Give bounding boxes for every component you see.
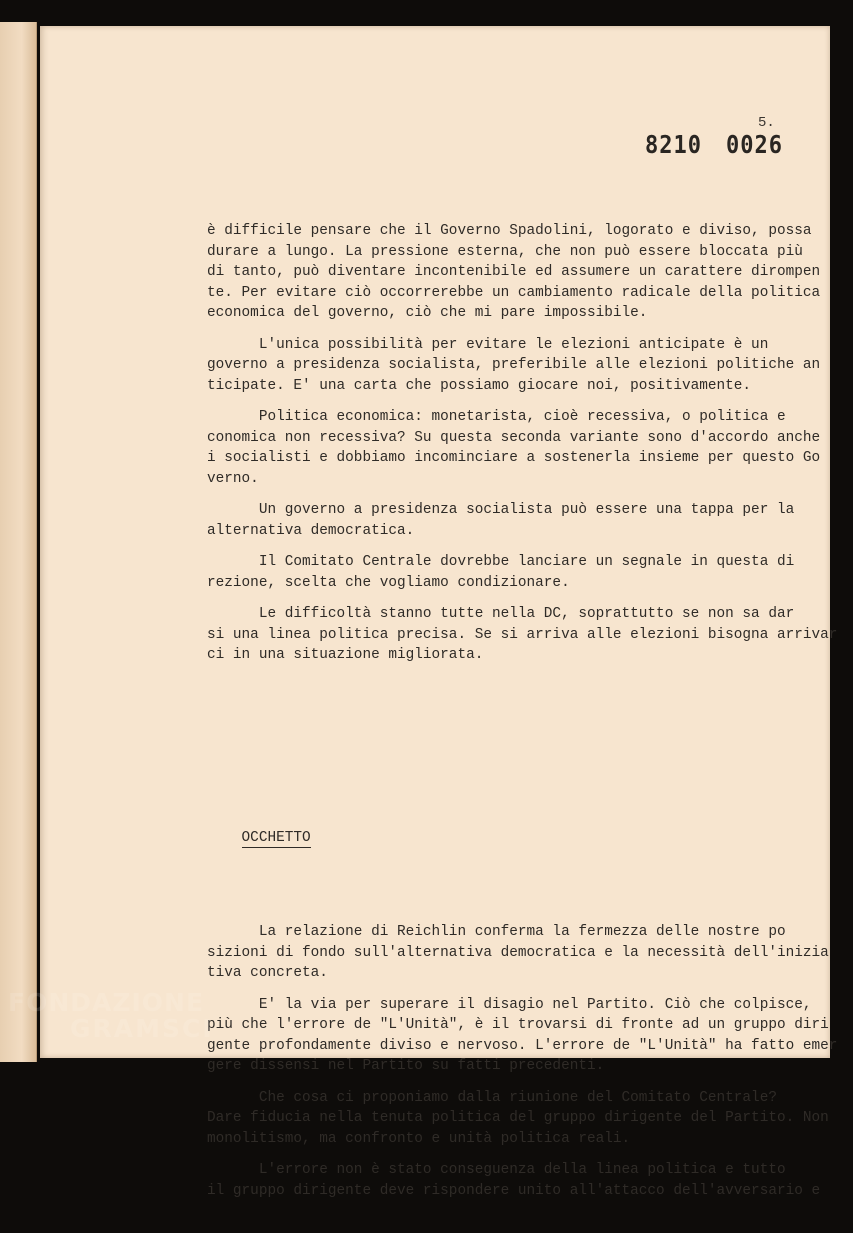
text-line: E' la via per superare il disagio nel Partito. Ciò che colpisce, [207, 996, 812, 1013]
paragraph [207, 1088, 829, 1150]
text-line: ticipate. E' una carta che possiamo giocare noi, positivamente. [207, 377, 752, 394]
intro-section [207, 221, 838, 666]
archive-stamp-code [645, 131, 783, 160]
text-line: sizioni di fondo sull'alternativa democratica e la necessità dell'inizia [207, 944, 829, 961]
text-line: Dare fiducia nella tenuta politica del gruppo dirigente del Partito. Non [207, 1110, 829, 1126]
text-line: Che cosa ci proponiamo dalla riunione del Comitato Centrale? [207, 1089, 777, 1106]
text-line: gente profondamente diviso e nervoso. L'errore de "L'Unità" ha fatto emer [207, 1037, 838, 1054]
text-line: La relazione di Reichlin conferma la fermezza delle nostre po [207, 924, 786, 940]
text-line: rezione, scelta che vogliamo condizionare. [207, 574, 570, 591]
text-line: economica del governo, ciò che mi pare impossibile. [207, 305, 648, 321]
text-line: durare a lungo. La pressione esterna, che non può essere bloccata più [207, 243, 803, 260]
archive-code-part1: 8210 [645, 131, 702, 160]
text-line: più che l'errore de "L'Unità", è il trovarsi di fronte ad un gruppo diri [207, 1017, 829, 1033]
text-line: di tanto, può diventare incontenibile ed assumere un carattere dirompen [207, 264, 821, 280]
text-line: Le difficoltà stanno tutte nella DC, soprattutto se non sa dar [207, 606, 795, 622]
paragraph [207, 500, 802, 541]
archive-code-part2: 0026 [725, 131, 783, 160]
text-line: tiva concreta. [207, 965, 328, 981]
document-body [207, 180, 838, 1233]
paragraph [207, 1160, 821, 1201]
watermark-line2: GRAMSCI [70, 1014, 214, 1043]
text-line: si una linea politica precisa. Se si arriva alle elezioni bisogna arrivar [207, 626, 838, 643]
paragraph [207, 995, 838, 1077]
paragraph [207, 922, 829, 984]
text-line: conomica non recessiva? Su questa seconda variante sono d'accordo anche [207, 429, 821, 446]
text-line: verno. [207, 470, 259, 487]
text-line: governo a presidenza socialista, preferibile alle elezioni politiche an [207, 357, 821, 373]
text-line: i socialisti e dobbiamo incominciare a sostenerla insieme per questo Go [207, 450, 821, 466]
text-line: Politica economica: monetarista, cioè recessiva, o politica e [207, 409, 786, 425]
speaker-section [207, 922, 838, 1201]
paragraph [207, 552, 802, 593]
page-number: 5. [758, 115, 775, 131]
watermark-line1: FONDAZIONE [8, 988, 205, 1017]
text-line: te. Per evitare ciò occorrerebbe un cambiamento radicale della politica [207, 284, 821, 301]
text-line: gere dissensi nel Partito su fatti precedenti. [207, 1058, 605, 1074]
paragraph [207, 221, 821, 324]
text-line: ci in una situazione migliorata. [207, 647, 484, 663]
text-line: monolitismo, ma confronto e unità politica reali. [207, 1130, 631, 1147]
text-line: L'errore non è stato conseguenza della linea politica e tutto [207, 1162, 786, 1178]
text-line: L'unica possibilità per evitare le elezioni anticipate è un [207, 336, 769, 353]
text-line: Un governo a presidenza socialista può essere una tappa per la [207, 502, 795, 518]
underlying-sheet-edge [0, 22, 37, 1062]
text-line: il gruppo dirigente deve rispondere unito all'attacco dell'avversario e [207, 1182, 821, 1199]
fondazione-gramsci-watermark [8, 990, 214, 1042]
speaker-heading-block [207, 808, 802, 870]
text-line: Il Comitato Centrale dovrebbe lanciare un segnale in questa di [207, 554, 795, 570]
paragraph [207, 604, 838, 666]
paragraph [207, 335, 821, 397]
text-line: alternativa democratica. [207, 522, 415, 539]
text-line: è difficile pensare che il Governo Spadolini, logorato e diviso, possa [207, 223, 812, 239]
paragraph [207, 407, 821, 489]
speaker-heading: OCCHETTO [241, 830, 311, 846]
